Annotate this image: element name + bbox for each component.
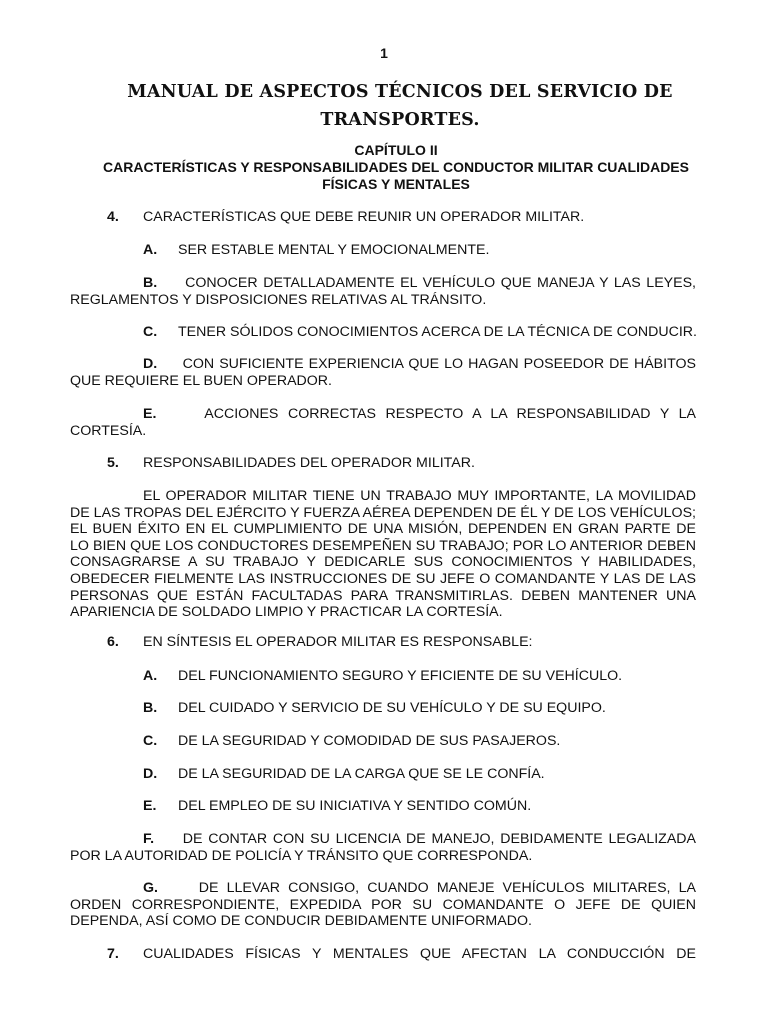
chapter-heading bbox=[70, 142, 722, 192]
s6-item-f-text: DE CONTAR CON SU LICENCIA DE MANEJO, DEBIDAMENTE LEGALIZADA POR LA AUTORIDAD DE POLICÍA Y TRÁNSITO QUE CORRESPONDA. bbox=[70, 831, 696, 864]
section-5-number: 5. bbox=[107, 455, 119, 471]
chapter-title-line-2: FÍSICAS Y MENTALES bbox=[322, 175, 470, 192]
s4-item-d-text: CON SUFICIENTE EXPERIENCIA QUE LO HAGAN POSEEDOR DE HÁBITOS QUE REQUIERE EL BUEN OPERADOR. bbox=[70, 356, 696, 389]
s6-item-f-letter: F. bbox=[143, 831, 155, 847]
section-7-heading: CUALIDADES FÍSICAS Y MENTALES QUE AFECTAN LA CONDUCCIÓN DE bbox=[143, 946, 696, 962]
s6-item-d-letter: D. bbox=[143, 766, 158, 782]
s4-item-b bbox=[70, 275, 696, 308]
s6-item-b-letter: B. bbox=[143, 700, 158, 716]
s4-item-e-letter: E. bbox=[143, 406, 157, 422]
title-line-1: MANUAL DE ASPECTOS TÉCNICOS DEL SERVICIO DE bbox=[127, 82, 673, 102]
s4-item-e bbox=[70, 406, 696, 439]
s4-item-e-text: ACCIONES CORRECTAS RESPECTO A LA RESPONSABILIDAD Y LA CORTESÍA. bbox=[70, 406, 696, 439]
s6-item-e-text: DEL EMPLEO DE SU INICIATIVA Y SENTIDO COMÚN. bbox=[178, 798, 532, 814]
s6-item-b-text: DEL CUIDADO Y SERVICIO DE SU VEHÍCULO Y DE SU EQUIPO. bbox=[178, 700, 606, 716]
s6-item-c-text: DE LA SEGURIDAD Y COMODIDAD DE SUS PASAJEROS. bbox=[178, 733, 561, 749]
document-title bbox=[120, 78, 680, 134]
s4-item-d-letter: D. bbox=[143, 356, 158, 372]
s4-item-a-letter: A. bbox=[143, 242, 158, 258]
s4-item-b-text: CONOCER DETALLADAMENTE EL VEHÍCULO QUE MANEJA Y LAS LEYES, REGLAMENTOS Y DISPOSICIONES RELATIVAS AL TRÁNSITO. bbox=[70, 275, 696, 308]
s4-item-a-text: SER ESTABLE MENTAL Y EMOCIONALMENTE. bbox=[178, 242, 490, 258]
title-line-2: TRANSPORTES. bbox=[320, 110, 480, 130]
section-5-paragraph: EL OPERADOR MILITAR TIENE UN TRABAJO MUY IMPORTANTE, LA MOVILIDAD DE LAS TROPAS DEL EJÉRCITO Y FUERZA AÉREA DEPENDEN DE ÉL Y DE LOS VEHÍCULOS; EL BUEN ÉXITO EN EL CUMPLIMIENTO DE UNA MISIÓN, DEPENDEN EN GRAN PARTE DE LO BIEN QUE LOS CONDUCTORES DESEMPEÑEN SU TRABAJO; POR LO ANTERIOR DEBEN CONSAGRARSE A SU TRABAJO Y DEDICARLE SUS CONOCIMIENTOS Y HABILIDADES, OBEDECER FIELMENTE LAS INSTRUCCIONES DE SU JEFE O COMANDANTE Y LAS DE LAS PERSONAS QUE ESTÁN FACULTADAS PARA TRANSMITIRLAS. DEBEN MANTENER UNA APARIENCIA DE SOLDADO LIMPIO Y PRACTICAR LA CORTESÍA. bbox=[70, 488, 696, 621]
chapter-title-line-1: CARACTERÍSTICAS Y RESPONSABILIDADES DEL CONDUCTOR MILITAR CUALIDADES bbox=[103, 158, 689, 175]
s6-item-e-letter: E. bbox=[143, 798, 157, 814]
section-7-number: 7. bbox=[107, 946, 119, 962]
s4-item-b-letter: B. bbox=[143, 275, 158, 291]
section-6-heading: EN SÍNTESIS EL OPERADOR MILITAR ES RESPONSABLE: bbox=[143, 634, 533, 650]
s4-item-c-letter: C. bbox=[143, 324, 158, 340]
s6-item-g-letter: G. bbox=[143, 880, 158, 896]
page-number: 1 bbox=[380, 45, 388, 61]
s6-item-a-letter: A. bbox=[143, 668, 158, 684]
section-6-number: 6. bbox=[107, 634, 119, 650]
s6-item-c-letter: C. bbox=[143, 733, 158, 749]
section-4-number: 4. bbox=[107, 209, 119, 225]
s4-item-c-text: TENER SÓLIDOS CONOCIMIENTOS ACERCA DE LA TÉCNICA DE CONDUCIR. bbox=[178, 324, 697, 340]
s6-item-a-text: DEL FUNCIONAMIENTO SEGURO Y EFICIENTE DE SU VEHÍCULO. bbox=[178, 668, 623, 684]
s6-item-g-text: DE LLEVAR CONSIGO, CUANDO MANEJE VEHÍCULOS MILITARES, LA ORDEN CORRESPONDIENTE, EXPEDIDA POR SU COMANDANTE O JEFE DE QUIEN DEPENDA, ASÍ COMO DE CONDUCIR DEBIDAMENTE UNIFORMADO. bbox=[70, 880, 696, 930]
chapter-label: CAPÍTULO II bbox=[354, 142, 438, 158]
s6-item-g bbox=[70, 880, 696, 930]
s6-item-d-text: DE LA SEGURIDAD DE LA CARGA QUE SE LE CONFÍA. bbox=[178, 766, 545, 782]
s4-item-d bbox=[70, 356, 696, 389]
section-4-heading: CARACTERÍSTICAS QUE DEBE REUNIR UN OPERADOR MILITAR. bbox=[143, 209, 585, 225]
section-5-heading: RESPONSABILIDADES DEL OPERADOR MILITAR. bbox=[143, 455, 475, 471]
s6-item-f bbox=[70, 831, 696, 864]
